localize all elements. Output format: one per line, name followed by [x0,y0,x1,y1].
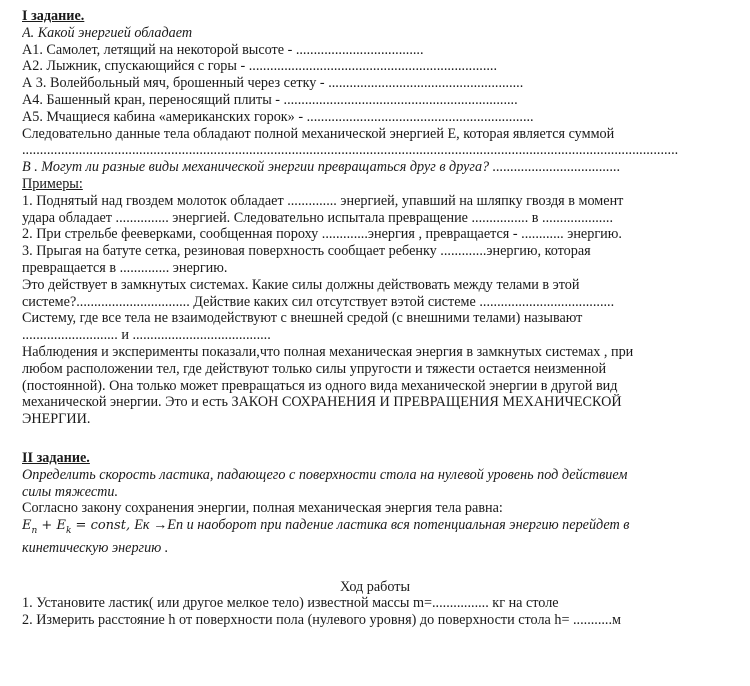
task1-subtitle-a: А. Какой энергией обладает [22,24,193,41]
consequently-line: Следовательно данные тела обладают полной механической энергией Е, которая является суммой [22,125,615,142]
procedure-step-2: 2. Измерить расстояние h от поверхности пола (нулевого уровня) до поверхности стола h= ...........м [22,612,622,629]
system-definition-line-2: ........................... и ....................................... [22,327,271,344]
conservation-law-line: Согласно закону сохранения энергии, полная механическая энергия тела равна: [22,500,503,517]
formula-const: = const, [71,518,135,534]
system-definition-line-1: Систему, где все тела не взаимодействуют с внешней средой (с внешними телами) называют [22,310,583,327]
formula-sub-k: k [65,525,72,536]
procedure-title: Ход работы [339,578,411,595]
item-a1: А1. Самолет, летящий на некоторой высоте - .................................... [22,41,424,58]
examples-heading: Примеры: [22,175,83,192]
task2-goal-line-2: силы тяжести. [22,483,119,500]
observation-line-2: любом расположении тел, где действуют только силы упругости и тяжести остается неизменной [22,360,607,377]
task2-title: II задание. [22,449,90,466]
example-3-line-1: 3. Прыгая на батуте сетка, резиновая поверхность сообщает ребенку .............энергию, которая [22,243,591,260]
observation-line-5: ЭНЕРГИИ. [22,411,91,428]
task1-title: I задание. [22,8,85,24]
question-b: В . Могут ли разные виды механической энергии превращаться друг в друга? .................................... [22,159,621,176]
task2-goal-line-1: Определить скорость ластика, падающего с поверхности стола на нулевой уровень под действием [22,466,628,483]
formula-explanation: Ек →Еп и наоборот при падение ластика вся потенциальная энергию перейдет в [134,517,630,534]
example-1-line-2: удара обладает ............... энергией. Следовательно испытала превращение ................ в .................... [22,209,613,226]
section-spacer [22,428,728,450]
item-a4: А4. Башенный кран, переносящий плиты - .................................................................. [22,91,518,108]
observation-line-4: механической энергии. Это и есть ЗАКОН СОХРАНЕНИЯ И ПРЕВРАЩЕНИЯ МЕХАНИЧЕСКОЙ [22,394,622,411]
formula-explanation-line-2: кинетическую энергию . [22,539,169,556]
formula-line [22,517,728,540]
item-a5: А5. Мчащиеся кабина «американских горок» - ................................................................ [22,108,534,125]
example-3-line-2: превращается в .............. энергию. [22,259,228,276]
formula-plus: + E [37,518,66,534]
observation-line-3: (постоянной). Она только может превращаться из одного вида механической энергии в другой вид [22,377,618,394]
answer-dots-line: ......................................................................................................................................................................................... [22,142,679,159]
formula-sub-p: п [31,525,38,536]
example-2: 2. При стрельбе фееверками, сообщенная пороху .............энергия , превращается - ............ энергию. [22,226,622,243]
closed-system-line-2: системе?................................ Действие каких сил отсутствует вэтой системе ...................................... [22,293,615,310]
procedure-spacer [22,557,728,579]
formula-e: E [22,518,32,534]
closed-system-line-1: Это действует в замкнутых системах. Какие силы должны действовать между телами в этой [22,276,580,293]
item-a2: А2. Лыжник, спускающийся с горы - ...................................................................... [22,58,498,75]
item-a3: А 3. Волейбольный мяч, брошенный через сетку - ....................................................... [22,75,524,92]
example-1-line-1: 1. Поднятый над гвоздем молоток обладает .............. энергией, упавший на шляпку гвоздя в момент [22,192,624,209]
observation-line-1: Наблюдения и эксперименты показали,что полная механическая энергия в замкнутых системах , при [22,343,634,360]
procedure-step-1: 1. Установите ластик( или другое мелкое тело) известной массы m=................ кг на столе [22,595,559,612]
worksheet [22,8,728,629]
